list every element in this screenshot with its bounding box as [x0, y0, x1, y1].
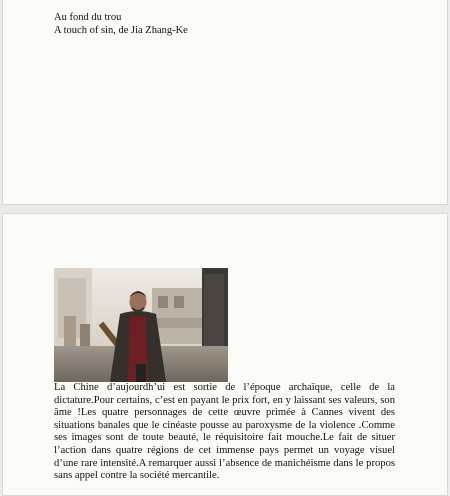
- photo-of-man-in-coat-with-rifle-icon: [54, 268, 228, 382]
- article-heading: [54, 11, 188, 37]
- article-body: La Chine d’aujourdh’ui est sortie de l’époque archaïque, celle de la dictature.Pour certains, c’est en payant le prix fort, en y laissant ses valeurs, son âme !Les quatre personnages de cette œuvre primée à Cannes vivent des situations banales que le cinéaste pousse au paroxysme de la violence .Comme ses images sont de toute beauté, le réquisitoire fait mouche.Le fait de situer l’action dans quatre régions de cet immense pays permet un voyage visuel d’une rare intensité.A remarquer aussi l’absence de manichéisme dans le propos sans appel contre la société mercantile.: [54, 382, 395, 482]
- article-subtitle: A touch of sin, de Jia Zhang-Ke: [54, 25, 188, 36]
- page-separator: [0, 205, 450, 213]
- article-title: Au fond du trou: [54, 12, 122, 23]
- film-still-image: [54, 268, 228, 382]
